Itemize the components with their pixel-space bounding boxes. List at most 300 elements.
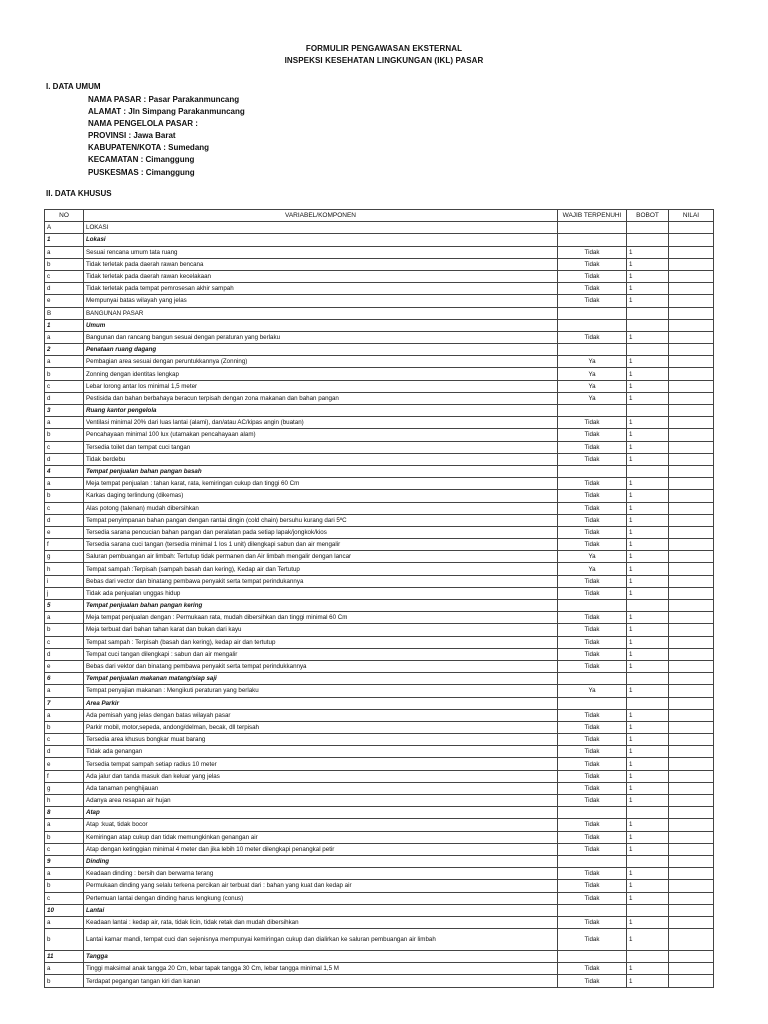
table-row bbox=[45, 660, 714, 672]
row-bobot-cell: 1 bbox=[627, 758, 669, 770]
row-no-cell: e bbox=[45, 295, 84, 307]
row-variable-cell: Tinggi maksimal anak tangga 20 Cm, lebar tapak tangga 30 Cm, lebar tangga minimal 1,5 M bbox=[84, 963, 558, 975]
row-nilai-cell bbox=[669, 868, 714, 880]
row-nilai-cell bbox=[669, 819, 714, 831]
row-no-cell: a bbox=[45, 819, 84, 831]
row-bobot-cell: 1 bbox=[627, 539, 669, 551]
row-bobot-cell: 1 bbox=[627, 734, 669, 746]
subcategory-row bbox=[45, 234, 714, 246]
row-bobot-cell: 1 bbox=[627, 258, 669, 270]
row-nilai-cell bbox=[669, 636, 714, 648]
table-body bbox=[45, 222, 714, 987]
row-no-cell: h bbox=[45, 795, 84, 807]
row-wajib-cell bbox=[558, 222, 627, 234]
row-no-cell: 11 bbox=[45, 951, 84, 963]
subcategory-row bbox=[45, 405, 714, 417]
row-no-cell: 5 bbox=[45, 600, 84, 612]
row-wajib-cell: Tidak bbox=[558, 831, 627, 843]
row-bobot-cell: 1 bbox=[627, 417, 669, 429]
row-variable-cell: Terdapat pegangan tangan kiri dan kanan bbox=[84, 975, 558, 987]
table-row bbox=[45, 709, 714, 721]
row-nilai-cell bbox=[669, 782, 714, 794]
row-wajib-cell: Tidak bbox=[558, 709, 627, 721]
row-bobot-cell bbox=[627, 600, 669, 612]
row-bobot-cell bbox=[627, 697, 669, 709]
table-row bbox=[45, 685, 714, 697]
row-bobot-cell: 1 bbox=[627, 295, 669, 307]
row-variable-cell: Lebar lorong antar los minimal 1,5 meter bbox=[84, 380, 558, 392]
row-bobot-cell: 1 bbox=[627, 746, 669, 758]
row-variable-cell: Ada tanaman penghijauan bbox=[84, 782, 558, 794]
row-no-cell: d bbox=[45, 283, 84, 295]
row-no-cell: h bbox=[45, 563, 84, 575]
row-variable-cell: Sesuai rencana umum tata ruang bbox=[84, 246, 558, 258]
row-variable-cell: Tidak berdebu bbox=[84, 453, 558, 465]
row-variable-cell: Mempunyai batas wilayah yang jelas bbox=[84, 295, 558, 307]
table-row bbox=[45, 963, 714, 975]
row-no-cell: a bbox=[45, 709, 84, 721]
row-no-cell: e bbox=[45, 526, 84, 538]
row-wajib-cell: Ya bbox=[558, 368, 627, 380]
row-wajib-cell bbox=[558, 855, 627, 867]
row-nilai-cell bbox=[669, 502, 714, 514]
row-nilai-cell bbox=[669, 417, 714, 429]
row-wajib-cell: Tidak bbox=[558, 648, 627, 660]
subcategory-row bbox=[45, 697, 714, 709]
row-variable-cell: Umum bbox=[84, 319, 558, 331]
table-row bbox=[45, 892, 714, 904]
row-bobot-cell: 1 bbox=[627, 490, 669, 502]
row-variable-cell: Tersedia tempat sampah setiap radius 10 meter bbox=[84, 758, 558, 770]
row-variable-cell: Zonning dengan identitas lengkap bbox=[84, 368, 558, 380]
row-no-cell: a bbox=[45, 612, 84, 624]
row-no-cell: j bbox=[45, 587, 84, 599]
row-nilai-cell bbox=[669, 660, 714, 672]
row-nilai-cell bbox=[669, 563, 714, 575]
row-nilai-cell bbox=[669, 697, 714, 709]
row-variable-cell: Keadaan dinding : bersih dan berwarna terang bbox=[84, 868, 558, 880]
row-wajib-cell bbox=[558, 673, 627, 685]
row-wajib-cell: Tidak bbox=[558, 246, 627, 258]
row-no-cell: a bbox=[45, 417, 84, 429]
row-bobot-cell: 1 bbox=[627, 892, 669, 904]
row-nilai-cell bbox=[669, 624, 714, 636]
row-no-cell: b bbox=[45, 258, 84, 270]
row-bobot-cell: 1 bbox=[627, 795, 669, 807]
row-wajib-cell: Tidak bbox=[558, 490, 627, 502]
info-kabupaten: KABUPATEN/KOTA : Sumedang bbox=[88, 143, 210, 153]
row-variable-cell: Lantai bbox=[84, 904, 558, 916]
row-variable-cell: Tersedia sarana cuci tangan (tersedia minimal 1 los 1 unit) dilengkapi sabun dan air mengalir bbox=[84, 539, 558, 551]
row-no-cell: b bbox=[45, 490, 84, 502]
table-row bbox=[45, 734, 714, 746]
table-row bbox=[45, 770, 714, 782]
row-bobot-cell: 1 bbox=[627, 331, 669, 343]
row-no-cell: a bbox=[45, 478, 84, 490]
row-wajib-cell: Ya bbox=[558, 551, 627, 563]
table-row bbox=[45, 331, 714, 343]
row-variable-cell: Ruang kantor pengelola bbox=[84, 405, 558, 417]
table-row bbox=[45, 258, 714, 270]
row-nilai-cell bbox=[669, 673, 714, 685]
row-bobot-cell bbox=[627, 904, 669, 916]
row-wajib-cell: Tidak bbox=[558, 612, 627, 624]
column-header-no: NO bbox=[45, 210, 84, 222]
row-no-cell: b bbox=[45, 929, 84, 951]
row-bobot-cell: 1 bbox=[627, 246, 669, 258]
row-wajib-cell: Tidak bbox=[558, 502, 627, 514]
row-nilai-cell bbox=[669, 880, 714, 892]
info-provinsi: PROVINSI : Jawa Barat bbox=[88, 131, 176, 141]
row-wajib-cell bbox=[558, 344, 627, 356]
table-row bbox=[45, 246, 714, 258]
row-nilai-cell bbox=[669, 319, 714, 331]
table-row bbox=[45, 368, 714, 380]
row-no-cell: 1 bbox=[45, 319, 84, 331]
row-variable-cell: Atap :kuat, tidak bocor bbox=[84, 819, 558, 831]
row-no-cell: a bbox=[45, 916, 84, 928]
table-row bbox=[45, 392, 714, 404]
row-no-cell: 7 bbox=[45, 697, 84, 709]
row-bobot-cell: 1 bbox=[627, 843, 669, 855]
table-row bbox=[45, 975, 714, 987]
row-nilai-cell bbox=[669, 368, 714, 380]
row-no-cell: 8 bbox=[45, 807, 84, 819]
row-variable-cell: Tidak terletak pada daerah rawan kecelakaan bbox=[84, 270, 558, 282]
row-bobot-cell: 1 bbox=[627, 916, 669, 928]
row-wajib-cell: Tidak bbox=[558, 758, 627, 770]
row-bobot-cell: 1 bbox=[627, 660, 669, 672]
row-wajib-cell bbox=[558, 951, 627, 963]
row-nilai-cell bbox=[669, 843, 714, 855]
table-row bbox=[45, 758, 714, 770]
row-variable-cell: Pembagian area sesuai dengan peruntukkannya (Zonning) bbox=[84, 356, 558, 368]
row-no-cell: a bbox=[45, 356, 84, 368]
table-row bbox=[45, 490, 714, 502]
row-wajib-cell bbox=[558, 697, 627, 709]
row-nilai-cell bbox=[669, 380, 714, 392]
row-wajib-cell: Tidak bbox=[558, 331, 627, 343]
row-variable-cell: Saluran pembuangan air limbah: Tertutup tidak permanen dan Air limbah mengalir dengan lancar bbox=[84, 551, 558, 563]
row-wajib-cell bbox=[558, 904, 627, 916]
row-wajib-cell: Tidak bbox=[558, 843, 627, 855]
row-nilai-cell bbox=[669, 356, 714, 368]
table-row bbox=[45, 575, 714, 587]
row-no-cell: d bbox=[45, 392, 84, 404]
row-bobot-cell: 1 bbox=[627, 648, 669, 660]
row-bobot-cell: 1 bbox=[627, 502, 669, 514]
row-bobot-cell bbox=[627, 673, 669, 685]
row-nilai-cell bbox=[669, 648, 714, 660]
info-nama-pengelola: NAMA PENGELOLA PASAR : bbox=[88, 119, 198, 129]
row-wajib-cell bbox=[558, 307, 627, 319]
row-variable-cell: Parkir mobil, motor,sepeda, andong/delman, becak, dll terpisah bbox=[84, 721, 558, 733]
row-wajib-cell: Tidak bbox=[558, 514, 627, 526]
row-wajib-cell: Ya bbox=[558, 563, 627, 575]
row-nilai-cell bbox=[669, 258, 714, 270]
row-no-cell: d bbox=[45, 746, 84, 758]
row-no-cell: f bbox=[45, 539, 84, 551]
row-variable-cell: Tidak ada genangan bbox=[84, 746, 558, 758]
row-bobot-cell: 1 bbox=[627, 429, 669, 441]
row-no-cell: b bbox=[45, 975, 84, 987]
table-row bbox=[45, 880, 714, 892]
row-bobot-cell: 1 bbox=[627, 478, 669, 490]
row-wajib-cell: Tidak bbox=[558, 916, 627, 928]
row-no-cell: c bbox=[45, 270, 84, 282]
subcategory-row bbox=[45, 807, 714, 819]
table-header-row bbox=[45, 210, 714, 222]
row-variable-cell: Tidak terletak pada tempat pemrosesan akhir sampah bbox=[84, 283, 558, 295]
table-row bbox=[45, 478, 714, 490]
row-variable-cell: Bangunan dan rancang bangun sesuai dengan peraturan yang berlaku bbox=[84, 331, 558, 343]
row-variable-cell: Meja terbuat dari bahan tahan karat dan bukan dari kayu bbox=[84, 624, 558, 636]
row-wajib-cell: Tidak bbox=[558, 417, 627, 429]
row-no-cell: c bbox=[45, 502, 84, 514]
table-row bbox=[45, 916, 714, 928]
row-bobot-cell: 1 bbox=[627, 929, 669, 951]
row-bobot-cell: 1 bbox=[627, 624, 669, 636]
table-row bbox=[45, 868, 714, 880]
row-nilai-cell bbox=[669, 344, 714, 356]
row-variable-cell: Bebas dari vektor dan binatang pembawa penyakit serta tempat perindukkannya bbox=[84, 660, 558, 672]
column-header-variabel: VARIABEL/KOMPONEN bbox=[84, 210, 558, 222]
row-wajib-cell: Tidak bbox=[558, 478, 627, 490]
table-row bbox=[45, 283, 714, 295]
subcategory-row bbox=[45, 951, 714, 963]
row-wajib-cell: Tidak bbox=[558, 746, 627, 758]
table-row bbox=[45, 514, 714, 526]
section-heading-data-umum: I. DATA UMUM bbox=[46, 82, 101, 91]
table-row bbox=[45, 721, 714, 733]
row-wajib-cell: Tidak bbox=[558, 283, 627, 295]
row-bobot-cell: 1 bbox=[627, 685, 669, 697]
row-no-cell: c bbox=[45, 380, 84, 392]
row-bobot-cell: 1 bbox=[627, 880, 669, 892]
table-row bbox=[45, 624, 714, 636]
row-no-cell: f bbox=[45, 770, 84, 782]
subcategory-row bbox=[45, 904, 714, 916]
table-row bbox=[45, 441, 714, 453]
row-wajib-cell bbox=[558, 405, 627, 417]
row-bobot-cell: 1 bbox=[627, 721, 669, 733]
subcategory-row bbox=[45, 344, 714, 356]
table-row bbox=[45, 295, 714, 307]
table-row bbox=[45, 270, 714, 282]
row-bobot-cell bbox=[627, 344, 669, 356]
row-wajib-cell: Tidak bbox=[558, 624, 627, 636]
row-nilai-cell bbox=[669, 478, 714, 490]
row-nilai-cell bbox=[669, 709, 714, 721]
form-title-line-2: INSPEKSI KESEHATAN LINGKUNGAN (IKL) PASAR bbox=[284, 56, 484, 65]
row-no-cell: c bbox=[45, 636, 84, 648]
row-bobot-cell: 1 bbox=[627, 392, 669, 404]
row-wajib-cell: Tidak bbox=[558, 526, 627, 538]
row-nilai-cell bbox=[669, 234, 714, 246]
row-variable-cell: Meja tempat penjualan : tahan karat, rata, kemiringan cukup dan tinggi 60 Cm bbox=[84, 478, 558, 490]
row-no-cell: e bbox=[45, 660, 84, 672]
row-variable-cell: Bebas dari vector dan binatang pembawa penyakit serta tempat perindukannya bbox=[84, 575, 558, 587]
row-bobot-cell: 1 bbox=[627, 612, 669, 624]
row-bobot-cell: 1 bbox=[627, 587, 669, 599]
row-nilai-cell bbox=[669, 746, 714, 758]
row-no-cell: 4 bbox=[45, 465, 84, 477]
table-row bbox=[45, 831, 714, 843]
info-kecamatan: KECAMATAN : Cimanggung bbox=[88, 155, 195, 165]
row-bobot-cell: 1 bbox=[627, 709, 669, 721]
row-wajib-cell: Ya bbox=[558, 392, 627, 404]
row-wajib-cell: Tidak bbox=[558, 587, 627, 599]
table-row bbox=[45, 453, 714, 465]
row-bobot-cell bbox=[627, 319, 669, 331]
row-nilai-cell bbox=[669, 270, 714, 282]
row-bobot-cell bbox=[627, 951, 669, 963]
row-nilai-cell bbox=[669, 490, 714, 502]
row-nilai-cell bbox=[669, 453, 714, 465]
row-variable-cell: Tempat sampah :Terpisah (sampah basah dan kering), Kedap air dan Tertutup bbox=[84, 563, 558, 575]
row-wajib-cell: Tidak bbox=[558, 429, 627, 441]
row-no-cell: b bbox=[45, 831, 84, 843]
row-wajib-cell: Tidak bbox=[558, 975, 627, 987]
inspection-table bbox=[44, 209, 714, 988]
row-variable-cell: Lantai kamar mandi, tempat cuci dan sejenisnya mempunyai kemiringan cukup dan dialirkan ke saluran pembuangan air limbah bbox=[84, 929, 558, 951]
row-wajib-cell bbox=[558, 234, 627, 246]
category-row bbox=[45, 222, 714, 234]
form-title-line-1: FORMULIR PENGAWASAN EKSTERNAL bbox=[305, 44, 463, 53]
row-variable-cell: Ada jalur dan tanda masuk dan keluar yang jelas bbox=[84, 770, 558, 782]
row-nilai-cell bbox=[669, 465, 714, 477]
row-nilai-cell bbox=[669, 758, 714, 770]
row-no-cell: b bbox=[45, 429, 84, 441]
subcategory-row bbox=[45, 465, 714, 477]
row-bobot-cell bbox=[627, 807, 669, 819]
row-nilai-cell bbox=[669, 795, 714, 807]
table-row bbox=[45, 612, 714, 624]
row-variable-cell: Meja tempat penjualan dengan : Permukaan rata, mudah dibersihkan dan tinggi minimal 60 Cm bbox=[84, 612, 558, 624]
row-wajib-cell: Tidak bbox=[558, 441, 627, 453]
column-header-bobot: BOBOT bbox=[627, 210, 669, 222]
table-row bbox=[45, 782, 714, 794]
row-bobot-cell: 1 bbox=[627, 368, 669, 380]
row-wajib-cell: Tidak bbox=[558, 963, 627, 975]
row-variable-cell: Pencahayaan minimal 100 lux (utamakan pencahayaan alam) bbox=[84, 429, 558, 441]
row-nilai-cell bbox=[669, 551, 714, 563]
row-bobot-cell: 1 bbox=[627, 831, 669, 843]
row-bobot-cell bbox=[627, 222, 669, 234]
row-nilai-cell bbox=[669, 307, 714, 319]
row-variable-cell: Penataan ruang dagang bbox=[84, 344, 558, 356]
row-wajib-cell: Tidak bbox=[558, 782, 627, 794]
row-variable-cell: Keadaan lantai : kedap air, rata, tidak licin, tidak retak dan mudah dibersihkan bbox=[84, 916, 558, 928]
row-variable-cell: Tempat penjualan makanan matang/siap saji bbox=[84, 673, 558, 685]
row-bobot-cell: 1 bbox=[627, 782, 669, 794]
row-bobot-cell bbox=[627, 234, 669, 246]
row-no-cell: b bbox=[45, 880, 84, 892]
table-row bbox=[45, 648, 714, 660]
row-bobot-cell: 1 bbox=[627, 514, 669, 526]
row-variable-cell: LOKASI bbox=[84, 222, 558, 234]
table-row bbox=[45, 380, 714, 392]
row-variable-cell: Tidak terletak pada daerah rawan bencana bbox=[84, 258, 558, 270]
row-bobot-cell: 1 bbox=[627, 770, 669, 782]
row-nilai-cell bbox=[669, 295, 714, 307]
row-wajib-cell bbox=[558, 465, 627, 477]
row-wajib-cell: Tidak bbox=[558, 721, 627, 733]
row-bobot-cell: 1 bbox=[627, 636, 669, 648]
row-wajib-cell: Tidak bbox=[558, 770, 627, 782]
row-no-cell: 6 bbox=[45, 673, 84, 685]
table-row bbox=[45, 929, 714, 951]
table-row bbox=[45, 843, 714, 855]
row-no-cell: 2 bbox=[45, 344, 84, 356]
row-wajib-cell: Tidak bbox=[558, 929, 627, 951]
row-variable-cell: Kemiringan atap cukup dan tidak memungkinkan genangan air bbox=[84, 831, 558, 843]
row-bobot-cell: 1 bbox=[627, 575, 669, 587]
row-nilai-cell bbox=[669, 855, 714, 867]
row-nilai-cell bbox=[669, 539, 714, 551]
row-no-cell: c bbox=[45, 441, 84, 453]
table-row bbox=[45, 526, 714, 538]
row-variable-cell: Tempat sampah : Terpisah (basah dan kering), kedap air dan tertutup bbox=[84, 636, 558, 648]
row-variable-cell: Atap bbox=[84, 807, 558, 819]
row-nilai-cell bbox=[669, 575, 714, 587]
section-heading-data-khusus: II. DATA KHUSUS bbox=[46, 189, 112, 198]
row-no-cell: b bbox=[45, 624, 84, 636]
row-variable-cell: Tempat cuci tangan dilengkapi : sabun dan air mengalir bbox=[84, 648, 558, 660]
table-row bbox=[45, 417, 714, 429]
row-bobot-cell bbox=[627, 855, 669, 867]
row-variable-cell: Permukaan dinding yang selalu terkena percikan air terbuat dari : bahan yang kuat dan kedap air bbox=[84, 880, 558, 892]
row-variable-cell: Adanya area resapan air hujan bbox=[84, 795, 558, 807]
table-row bbox=[45, 636, 714, 648]
row-wajib-cell bbox=[558, 600, 627, 612]
row-variable-cell: Tempat penjualan bahan pangan basah bbox=[84, 465, 558, 477]
row-wajib-cell: Tidak bbox=[558, 295, 627, 307]
row-nilai-cell bbox=[669, 222, 714, 234]
row-nilai-cell bbox=[669, 831, 714, 843]
row-no-cell: a bbox=[45, 868, 84, 880]
row-variable-cell: Pestisida dan bahan berbahaya beracun terpisah dengan zona makanan dan bahan pangan bbox=[84, 392, 558, 404]
row-nilai-cell bbox=[669, 685, 714, 697]
row-nilai-cell bbox=[669, 916, 714, 928]
row-wajib-cell bbox=[558, 807, 627, 819]
row-no-cell: d bbox=[45, 648, 84, 660]
row-no-cell: 9 bbox=[45, 855, 84, 867]
row-variable-cell: Ada pemisah yang jelas dengan batas wilayah pasar bbox=[84, 709, 558, 721]
row-no-cell: c bbox=[45, 734, 84, 746]
row-wajib-cell: Tidak bbox=[558, 734, 627, 746]
row-bobot-cell: 1 bbox=[627, 868, 669, 880]
row-variable-cell: Tersedia toilet dan tempat cuci tangan bbox=[84, 441, 558, 453]
row-bobot-cell: 1 bbox=[627, 441, 669, 453]
row-wajib-cell bbox=[558, 319, 627, 331]
subcategory-row bbox=[45, 855, 714, 867]
row-variable-cell: Tersedia area khusus bongkar muat barang bbox=[84, 734, 558, 746]
row-no-cell: d bbox=[45, 514, 84, 526]
row-bobot-cell bbox=[627, 465, 669, 477]
row-nilai-cell bbox=[669, 246, 714, 258]
row-nilai-cell bbox=[669, 975, 714, 987]
column-header-wajib: WAJIB TERPENUHI bbox=[558, 210, 627, 222]
row-no-cell: 3 bbox=[45, 405, 84, 417]
row-nilai-cell bbox=[669, 770, 714, 782]
row-nilai-cell bbox=[669, 587, 714, 599]
row-bobot-cell: 1 bbox=[627, 270, 669, 282]
row-no-cell: g bbox=[45, 551, 84, 563]
row-bobot-cell: 1 bbox=[627, 819, 669, 831]
row-no-cell: e bbox=[45, 758, 84, 770]
table-row bbox=[45, 429, 714, 441]
